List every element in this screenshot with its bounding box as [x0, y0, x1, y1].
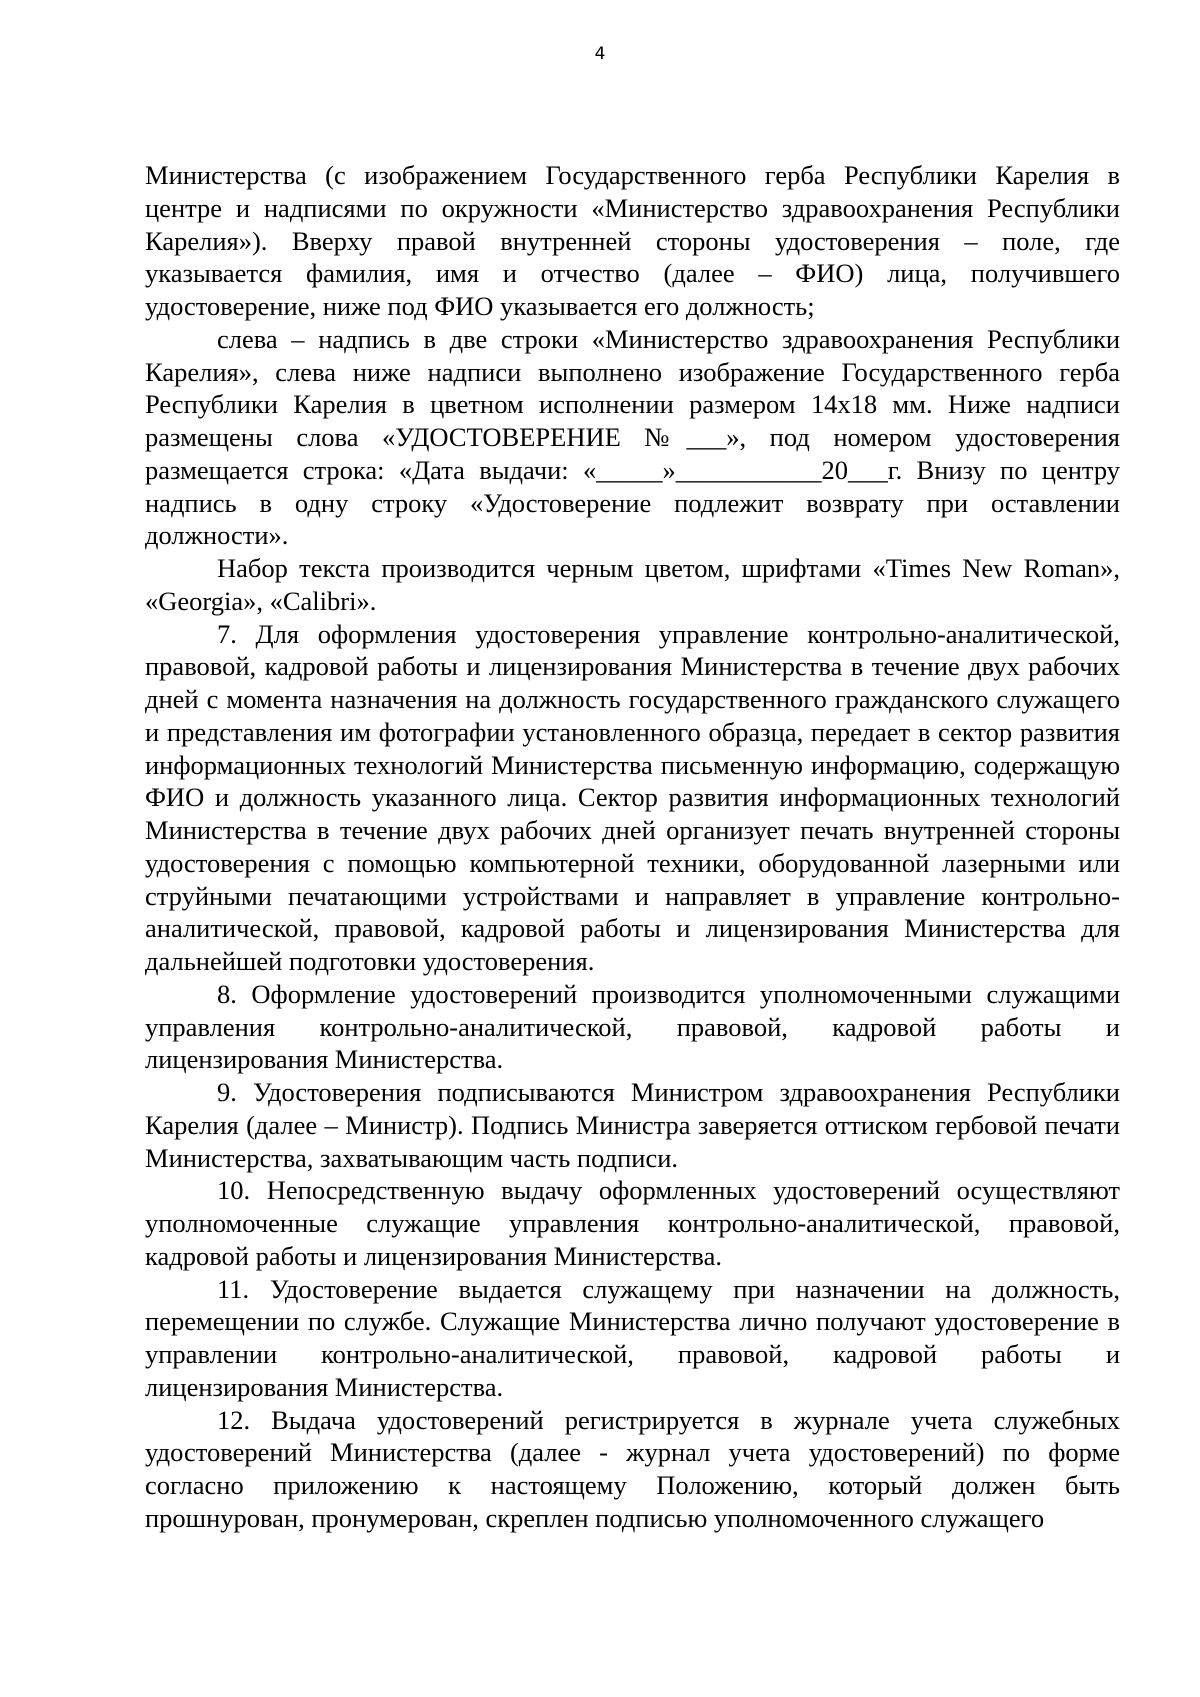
paragraph-item-12: 12. Выдача удостоверений регистрируется в журнале учета служебных удостоверений Министерства (далее - журнал учета удостоверений) по форме согласно приложению к настоящему Положению, который должен быть прошнурован, пронумерован, скреплен подписью уполномоченного служащего	[145, 1404, 1120, 1533]
document-body	[145, 159, 1120, 1535]
paragraph-fonts: Набор текста производится черным цветом, шрифтами «Times New Roman», «Georgia», «Calibri».	[145, 553, 1120, 616]
page-number: 4	[594, 44, 606, 64]
paragraph-item-10: 10. Непосредственную выдачу оформленных удостоверений осуществляют уполномоченные служащие управления контрольно-аналитической, правовой, кадровой работы и лицензирования Министерства.	[145, 1175, 1120, 1271]
paragraph-item-11: 11. Удостоверение выдается служащему при назначении на должность, перемещении по службе. Служащие Министерства лично получают удостоверение в управлении контрольно-аналитической, правовой, кадровой работы и лицензирования Министерства.	[145, 1273, 1120, 1402]
paragraph-item-9: 9. Удостоверения подписываются Министром здравоохранения Республики Карелия (далее – Министр). Подпись Министра заверяется оттиском гербовой печати Министерства, захватывающим часть подписи.	[145, 1077, 1120, 1173]
paragraph-item-7: 7. Для оформления удостоверения управление контрольно-аналитической, правовой, кадровой работы и лицензирования Министерства в течение двух рабочих дней с момента назначения на должность государственного гражданского служащего и представления им фотографии установленного образца, передает в сектор развития информационных технологий Министерства письменную информацию, содержащую ФИО и должность указанного лица. Сектор развития информационных технологий Министерства в течение двух рабочих дней организует печать внутренней стороны удостоверения с помощью компьютерной техники, оборудованной лазерными или струйными печатающими устройствами и направляет в управление контрольно-аналитической, правовой, кадровой работы и лицензирования Министерства для дальнейшей подготовки удостоверения.	[145, 618, 1120, 976]
paragraph-continuation: Министерства (с изображением Государственного герба Республики Карелия в центре и надписями по окружности «Министерство здравоохранения Республики Карелия»). Вверху правой внутренней стороны удостоверения – поле, где указывается фамилия, имя и отчество (далее – ФИО) лица, получившего удостоверение, ниже под ФИО указывается его должность;	[145, 160, 1120, 321]
paragraph-item-8: 8. Оформление удостоверений производится уполномоченными служащими управления контрольно-аналитической, правовой, кадровой работы и лицензирования Министерства.	[145, 978, 1120, 1075]
paragraph-left-side-description: слева – надпись в две строки «Министерство здравоохранения Республики Карелия», слева ниже надписи выполнено изображение Государственного герба Республики Карелия в цветном исполнении размером 14х18 мм. Ниже надписи размещены слова «УДОСТОВЕРЕНИЕ №___», под номером удостоверения размещается строка: «Дата выдачи: «_____»___________20___г. Внизу по центру надпись в одну строку «Удостоверение подлежит возврату при оставлении должности».	[145, 323, 1120, 551]
